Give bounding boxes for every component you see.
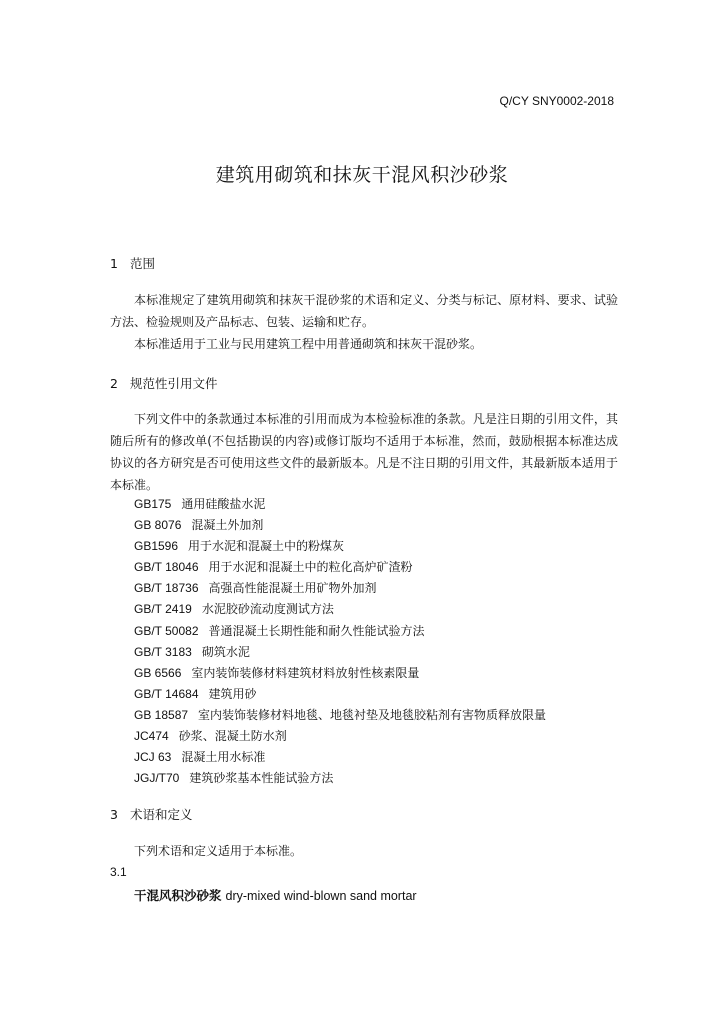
ref-name: 混凝土外加剂: [191, 518, 264, 533]
ref-code: JC474: [134, 729, 169, 744]
ref-name: 建筑用砂: [208, 686, 257, 701]
section-1-heading: [110, 254, 155, 272]
list-item: [134, 621, 546, 642]
ref-code: GB/T 18046: [134, 560, 199, 575]
section-number: 3: [110, 807, 118, 822]
scope-paragraph-1: 本标准规定了建筑用砌筑和抹灰干混砂浆的术语和定义、分类与标记、原材料、要求、试验方法、检验规则及产品标志、包装、运输和贮存。: [110, 293, 618, 329]
scope-paragraph-2: 本标准适用于工业与民用建筑工程中用普通砌筑和抹灰干混砂浆。: [134, 337, 483, 351]
list-item: [134, 684, 546, 705]
list-item: [134, 578, 546, 599]
subsection-number: 3.1: [110, 865, 127, 879]
list-item: [134, 663, 546, 684]
ref-name: 建筑砂浆基本性能试验方法: [189, 771, 334, 786]
list-item: [134, 705, 546, 726]
term-english: dry-mixed wind-blown sand mortar: [225, 889, 417, 903]
ref-name: 普通混凝土长期性能和耐久性能试验方法: [208, 623, 425, 638]
ref-code: GB/T 3183: [134, 644, 192, 659]
section-title: 规范性引用文件: [130, 376, 218, 391]
ref-code: GB/T 14684: [134, 686, 199, 701]
list-item: [134, 557, 546, 578]
section-title: 术语和定义: [130, 807, 193, 822]
ref-code: JGJ/T70: [134, 771, 180, 786]
list-item: [134, 494, 546, 515]
ref-name: 用于水泥和混凝土中的粒化高炉矿渣粉: [208, 560, 413, 575]
term-chinese: 干混风积沙砂浆: [134, 888, 222, 903]
reference-list: [134, 494, 546, 789]
ref-name: 通用硅酸盐水泥: [181, 497, 266, 511]
ref-code: GB 18587: [134, 707, 189, 722]
ref-name: 水泥胶砂流动度测试方法: [201, 602, 334, 617]
ref-name: 用于水泥和混凝土中的粉煤灰: [188, 539, 345, 554]
ref-name: 高强高性能混凝土用矿物外加剂: [208, 581, 377, 596]
ref-code: GB 6566: [134, 665, 182, 680]
ref-name: 室内装饰装修材料建筑材料放射性核素限量: [191, 665, 420, 680]
section-title: 范围: [130, 256, 156, 271]
list-item: [134, 768, 546, 789]
ref-name: 混凝土用水标准: [181, 750, 266, 765]
list-item: [134, 747, 546, 768]
document-title: 建筑用砌筑和抹灰干混风积沙砂浆: [215, 164, 509, 186]
references-intro: 下列文件中的条款通过本标准的引用而成为本检验标准的条款。凡是注日期的引用文件，其随后所有的修改单(不包括勘误的内容)或修订版均不适用于本标准，然而，鼓励根据本标准达成协议的各方研究是否可使用这些文件的最新版本。凡是不注日期的引用文件，其最新版本适用于本标准。: [110, 412, 618, 492]
section-number: 1: [110, 256, 118, 271]
ref-code: GB 8076: [134, 518, 182, 533]
section-3-heading: [110, 805, 193, 823]
list-item: [134, 642, 546, 663]
ref-name: 砌筑水泥: [201, 644, 250, 659]
list-item: [134, 726, 546, 747]
ref-code: JCJ 63: [134, 750, 172, 765]
ref-code: GB/T 18736: [134, 581, 199, 596]
section-2-heading: [110, 374, 218, 392]
ref-code: GB/T 2419: [134, 602, 192, 617]
term-definition-heading: [134, 886, 417, 904]
ref-code: GB1596: [134, 539, 179, 554]
list-item: [134, 536, 546, 557]
ref-code: GB175: [134, 497, 172, 511]
ref-name: 室内装饰装修材料地毯、地毯衬垫及地毯胶粘剂有害物质释放限量: [198, 707, 547, 722]
ref-code: GB/T 50082: [134, 623, 199, 638]
list-item: [134, 515, 546, 536]
section-number: 2: [110, 376, 118, 391]
document-code: Q/CY SNY0002-2018: [499, 94, 614, 108]
terms-intro: 下列术语和定义适用于本标准。: [134, 844, 303, 858]
list-item: [134, 599, 546, 620]
ref-name: 砂浆、混凝土防水剂: [178, 729, 287, 744]
